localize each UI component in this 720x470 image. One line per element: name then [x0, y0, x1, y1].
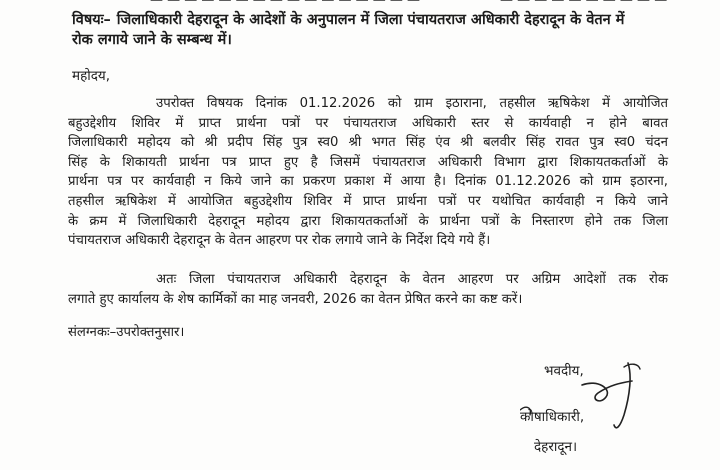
paragraph-1-line: उपरोक्त विषयक दिनांक 01.12.2026 को ग्राम इठाराना, तहसील ऋषिकेश में आयोजित [156, 96, 668, 111]
subject-block [72, 10, 672, 50]
salutation: महोदय, [72, 68, 111, 84]
paragraph-2-line: लगाते हुए कार्यालय के शेष कार्मिकों का माह जनवरी, 2026 का वेतन प्रेषित करने का कष्ट करें। [68, 291, 523, 307]
paragraph-1 [68, 94, 668, 251]
signature-block [520, 355, 700, 465]
signature-designation: कोषाधिकारी, [520, 409, 585, 425]
signature-closing: भवदीय, [544, 363, 584, 379]
signature-location: देहरादून। [534, 439, 578, 455]
paragraph-1-line: तहसील ऋषिकेश में आयोजित बहुउद्देशीय शिविर में प्राप्त प्रार्थना पत्रों पर यथोचित कार्यवाही न किये जाने [68, 193, 668, 209]
paragraph-1-line: पंचायतराज अधिकारी देहरादून के वेतन आहरण पर रोक लगाये जाने के निर्देश दिये गये हैं। [68, 233, 491, 249]
subject-line-1: जिलाधिकारी देहरादून के आदेशों के अनुपालन में जिला पंचायतराज अधिकारी देहरादून के वेतन में [116, 12, 625, 28]
paragraph-2 [68, 270, 668, 309]
paragraph-1-line: के क्रम में जिलाधिकारी देहरादून महोदय द्वारा शिकायतकर्ताओं के प्रार्थना पत्रों के निस्तारण होने तक जिला [68, 213, 668, 229]
paragraph-1-line: जिलाधिकारी महोदय को श्री प्रदीप सिंह पुत्र स्व0 श्री भगत सिंह एंव श्री बलवीर सिंह रावत पुत्र स्व0 चंदन [68, 135, 668, 151]
paragraph-1-line: प्रार्थना पत्र पर कार्यवाही न किये जाने का प्रकरण प्रकाश में आया है। दिनांक 01.12.2026 को ग्राम इठारना, [68, 174, 668, 190]
subject-line-2: रोक लगाये जाने के सम्बन्ध में। [72, 32, 232, 48]
attachment-note: संलग्नकः–उपरोक्तनुसार। [68, 325, 185, 340]
cropped-header-strip: — — — — — — — — — — — — — — — — — — — — — — — — — — [150, 0, 668, 8]
subject-label: विषयः– [72, 12, 111, 28]
paragraph-2-line: अतः जिला पंचायतराज अधिकारी देहरादून के वेतन आहरण पर अग्रिम आदेशों तक रोक [156, 272, 668, 287]
paragraph-1-line: बहुउद्देशीय शिविर में प्राप्त प्रार्थना पत्रों पर पंचायतराज अधिकारी स्तर से कार्यवाही न होने बावत [68, 115, 668, 131]
paragraph-1-line: सिंह के शिकायती प्रार्थना पत्र प्राप्त हुए है जिसमें पंचायतराज अधिकारी विभाग द्वारा शिकायतकर्ताओं के [68, 154, 668, 170]
